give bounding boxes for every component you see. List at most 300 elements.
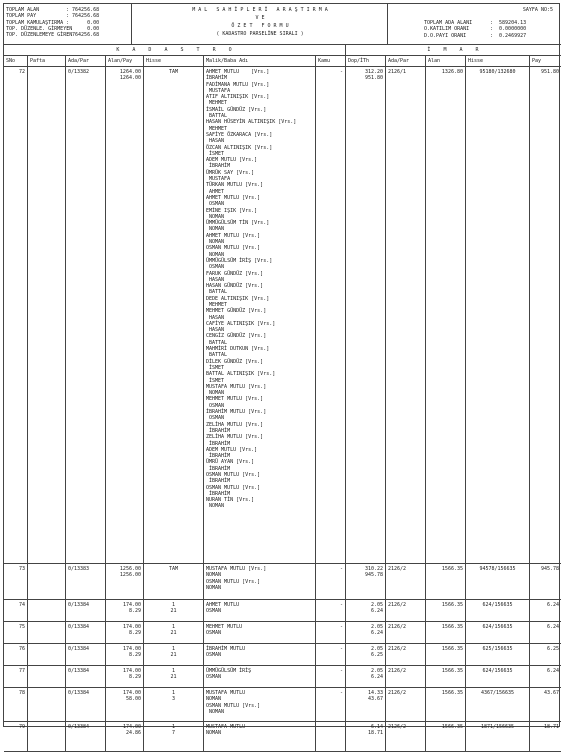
cell-line: MUSTAFA MUTLU [Vrs.] xyxy=(206,383,267,390)
cell-line: NOMAN xyxy=(206,584,222,591)
cell-line: MEHMET xyxy=(206,125,228,132)
cell-line: 951.80 xyxy=(364,75,383,82)
cell-line: MUSTAFA MUTLU xyxy=(206,690,246,696)
cell-alan-pay xyxy=(106,688,144,721)
cell-line: TAM xyxy=(168,566,179,572)
cell-line: 1256.00 xyxy=(119,566,141,572)
column-header-imar-ada: Ada/Par xyxy=(386,56,426,66)
cell-line xyxy=(30,646,63,652)
cell-line: 2126/2 xyxy=(388,668,407,674)
cell-line: 21 xyxy=(170,608,177,615)
section-imar: İ M A R xyxy=(346,45,561,56)
cell-line: İSMET xyxy=(206,364,225,371)
cell-line: NOMAN xyxy=(206,572,222,579)
cell-line: HASAN xyxy=(206,314,225,321)
report-title-line: ( KADASTRO PARSELİNE SIRALI ) xyxy=(216,31,304,37)
report-sheet xyxy=(3,3,560,737)
report-title-line: V E xyxy=(255,15,265,21)
cell-line: 1871/156635 xyxy=(480,724,515,730)
cell-line: OSMAN MUTLU [Vrs.] xyxy=(206,472,261,478)
cell-alan-pay xyxy=(106,666,144,687)
cell-line: EMİNE IŞIK [Vrs.] xyxy=(206,207,258,214)
summary-value: : 589204.13 xyxy=(490,20,527,26)
cell-line: MUSTAFA xyxy=(206,87,231,94)
cell-line: 1 xyxy=(171,668,175,674)
total-label: TOPLAM ALAN xyxy=(6,7,40,13)
cell-line: BATTAL xyxy=(206,339,228,346)
cell-line: MEHMET xyxy=(206,100,228,107)
cell-line: MEHMET MUTLU [Vrs.] xyxy=(206,396,264,403)
cell-line: 0/13384 xyxy=(68,668,90,674)
summary-label: TOPLAM ADA ALANI xyxy=(424,20,473,26)
table-row xyxy=(4,600,561,622)
cell-line: AHMET xyxy=(206,188,225,195)
cell-line xyxy=(30,69,63,75)
cell-pafta xyxy=(28,600,66,621)
total-label: TOP. DÜZENLE. GİRMEYEN xyxy=(6,25,73,32)
cell-line: İBRAHİM MUTLU xyxy=(206,646,246,652)
cell-line: 174.00 xyxy=(122,690,141,696)
cell-line: BATTAL xyxy=(206,352,228,359)
cell-imar-alan xyxy=(426,722,466,751)
cell-hisse xyxy=(144,564,204,599)
cell-alan-pay xyxy=(106,722,144,751)
cell-line: 1 xyxy=(171,624,175,630)
report-title-line: M A L S A H İ P L E R İ A R A Ş T I R M A xyxy=(192,7,328,13)
cell-line: 72 xyxy=(18,69,25,75)
cell-line: 1264.00 xyxy=(119,75,141,82)
cell-imar-ada xyxy=(386,67,426,563)
cell-line: İBRAHİM xyxy=(206,453,231,460)
cell-dop xyxy=(346,564,386,599)
cell-line: NOMAN xyxy=(206,213,225,220)
table-row xyxy=(4,722,561,752)
cell-line: İBRAHİM xyxy=(206,465,231,472)
summary-label: D.O.PAYI ORANI xyxy=(424,32,467,39)
cell-dop xyxy=(346,722,386,751)
cell-line: HASAN HÜSEYİN ALTINIŞIK [Vrs.] xyxy=(206,119,297,126)
report-header xyxy=(4,4,561,45)
cell-imar-ada xyxy=(386,600,426,621)
table-row xyxy=(4,666,561,688)
cell-line: MUSTAFA MUTLU xyxy=(206,724,246,730)
cell-imar-ada xyxy=(386,688,426,721)
cell-imar-hisse xyxy=(466,564,530,599)
cell-hisse xyxy=(144,622,204,643)
cell-line: 174.00 xyxy=(122,646,141,652)
cell-dop xyxy=(346,644,386,665)
cell-line: İBRAHİM xyxy=(206,427,231,434)
cell-ada-par xyxy=(66,644,106,665)
cell-line: 79 xyxy=(18,724,25,730)
cell-line: 945.78 xyxy=(364,572,383,579)
cell-line: OSMAN xyxy=(206,608,222,615)
cell-malik xyxy=(204,722,316,751)
cell-line: 1264.00 xyxy=(119,69,141,75)
cell-line: 1566.35 xyxy=(441,668,463,674)
cell-line: - xyxy=(339,724,343,730)
cell-dop xyxy=(346,600,386,621)
cell-line: 2126/2 xyxy=(388,690,407,696)
cell-ada-par xyxy=(66,666,106,687)
cell-line: OSMAN xyxy=(206,201,225,208)
cell-line: 24.86 xyxy=(125,730,141,737)
table-row xyxy=(4,622,561,644)
cell-line: - xyxy=(339,602,343,608)
cell-line: 43.67 xyxy=(367,696,383,703)
total-value: : 764256.68 xyxy=(66,13,100,20)
cell-line: 1566.35 xyxy=(441,646,463,652)
cell-ada-par xyxy=(66,600,106,621)
cell-ada-par xyxy=(66,688,106,721)
cell-imar-alan xyxy=(426,622,466,643)
cell-line: NOMAN xyxy=(206,226,225,233)
column-header-hisse: Hisse xyxy=(144,56,204,66)
cell-dop xyxy=(346,688,386,721)
cell-sno xyxy=(4,688,28,721)
cell-ada-par xyxy=(66,564,106,599)
cell-pafta xyxy=(28,666,66,687)
cell-line: CAFİYE ALTINIŞIK [Vrs.] xyxy=(206,320,276,327)
cell-line: DEDE ALTINIŞIK [Vrs.] xyxy=(206,295,270,302)
cell-kamu xyxy=(316,622,346,643)
cell-line: OSMAN MUTLU [Vrs.] xyxy=(206,702,261,709)
cell-line: ÜMRÜK SAY [Vrs.] xyxy=(206,169,255,176)
section-kadastro: K A D A S T R O xyxy=(4,45,346,56)
cell-line: 0/13384 xyxy=(68,646,90,652)
cell-line: 8.29 xyxy=(128,652,141,659)
cell-line: 2126/2 xyxy=(388,566,407,572)
cell-line: 6.25 xyxy=(370,652,383,659)
cell-line: 0/13384 xyxy=(68,602,90,608)
cell-imar-pay xyxy=(530,688,561,721)
cell-line: 1566.35 xyxy=(441,602,463,608)
cell-imar-hisse xyxy=(466,666,530,687)
cell-line: OSMAN xyxy=(206,652,222,659)
cell-imar-hisse xyxy=(466,722,530,751)
cell-line: ADEM MUTLU [Vrs.] xyxy=(206,446,258,453)
cell-line: 624/156635 xyxy=(482,602,513,608)
cell-imar-hisse xyxy=(466,67,530,563)
cell-line: MAHMİRİ DUTKUN [Vrs.] xyxy=(206,346,270,353)
cell-line: ADEM MUTLU [Vrs.] xyxy=(206,157,258,164)
cell-malik xyxy=(204,666,316,687)
cell-alan-pay xyxy=(106,564,144,599)
cell-line: 21 xyxy=(170,630,177,637)
cell-kamu xyxy=(316,666,346,687)
cell-line: 8.29 xyxy=(128,608,141,615)
cell-hisse xyxy=(144,644,204,665)
column-header-dop: Dop/İTh xyxy=(346,56,386,66)
cell-alan-pay xyxy=(106,600,144,621)
cell-imar-hisse xyxy=(466,688,530,721)
cell-line: 6.24 xyxy=(546,602,559,608)
cell-sno xyxy=(4,722,28,751)
cell-imar-alan xyxy=(426,644,466,665)
cell-line: - xyxy=(339,624,343,630)
cell-kamu xyxy=(316,688,346,721)
cell-imar-ada xyxy=(386,722,426,751)
column-header-imar-pay: Pay xyxy=(532,58,542,64)
cell-sno xyxy=(4,622,28,643)
total-label: TOPLAM KAMULAŞTIRMA xyxy=(6,19,64,26)
summary-panel xyxy=(388,4,559,44)
cell-line: NOMAN xyxy=(206,503,225,510)
cell-line: NURAN TİN [Vrs.] xyxy=(206,497,255,504)
cell-ada-par xyxy=(66,722,106,751)
cell-line: İSMAİL GÜNDÜZ [Vrs.] xyxy=(206,106,267,113)
cell-line: HASAN xyxy=(206,138,225,145)
cell-line: 1 xyxy=(171,690,175,696)
cell-line: 73 xyxy=(18,566,25,572)
cell-imar-pay xyxy=(530,564,561,599)
column-header-pafta: Pafta xyxy=(28,56,66,66)
cell-line: İSMET xyxy=(206,377,225,384)
cell-line: - xyxy=(339,690,343,696)
total-label: TOPLAM PAY xyxy=(6,13,37,20)
total-value: : 764256.68 xyxy=(66,32,100,39)
cell-line: 2126/2 xyxy=(388,624,407,630)
cell-line xyxy=(30,602,63,608)
cell-malik xyxy=(204,688,316,721)
cell-alan-pay xyxy=(106,644,144,665)
cell-imar-alan xyxy=(426,666,466,687)
cell-line: BATTAL ALTINIŞIK [Vrs.] xyxy=(206,371,276,378)
cell-dop xyxy=(346,622,386,643)
cell-line: 74 xyxy=(18,602,25,608)
cell-line: 1326.80 xyxy=(441,69,463,75)
cell-hisse xyxy=(144,688,204,721)
column-header-imar-hisse: Hisse xyxy=(466,56,530,66)
cell-line: SAFİYE ÖZKARACA [Vrs.] xyxy=(206,131,273,138)
cell-line: 174.00 xyxy=(122,602,141,608)
cell-line: 6.24 xyxy=(370,608,383,615)
cell-line: HASAN xyxy=(206,276,225,283)
column-header-kamu: Kamu xyxy=(316,56,346,66)
cell-line: 76 xyxy=(18,646,25,652)
cell-line: 1 xyxy=(171,724,175,730)
cell-line: CENGİZ GÜNDÜZ [Vrs.] xyxy=(206,333,267,340)
cell-line: 7 xyxy=(171,730,175,737)
cell-line: 0/13382 xyxy=(68,69,90,75)
cell-sno xyxy=(4,564,28,599)
cell-imar-ada xyxy=(386,622,426,643)
cell-line: İBRAHİM xyxy=(206,75,228,82)
cell-imar-alan xyxy=(426,564,466,599)
cell-imar-ada xyxy=(386,644,426,665)
cell-line xyxy=(30,566,63,572)
cell-line: 8.29 xyxy=(128,630,141,637)
cell-line xyxy=(30,724,63,730)
cell-line: İBRAHİM MUTLU [Vrs.] xyxy=(206,409,267,416)
cell-pafta xyxy=(28,622,66,643)
cell-pafta xyxy=(28,564,66,599)
cell-line: 2126/2 xyxy=(388,602,407,608)
cell-imar-pay xyxy=(530,600,561,621)
cell-line: 174.00 xyxy=(122,724,141,730)
page-number: SAYFA NO:5 xyxy=(522,7,553,13)
cell-kamu xyxy=(316,600,346,621)
cell-line: AHMET MUTLU xyxy=(206,602,240,608)
cell-line: 312.20 xyxy=(364,69,383,75)
cell-sno xyxy=(4,600,28,621)
column-header-sno: SNo xyxy=(4,56,28,66)
cell-line: İBRAHİM xyxy=(206,478,231,485)
cell-line: AHMET MUTLU [Vrs.] xyxy=(206,194,261,201)
cell-line: 6.25 xyxy=(546,646,559,652)
cell-line: ÜMMÜGÜLSÜM İRİŞ xyxy=(206,668,252,674)
cell-line: 43.67 xyxy=(543,690,559,696)
cell-line: 14.33 xyxy=(367,690,383,696)
cell-line: FADİMANA MUTLU [Vrs.] xyxy=(206,81,270,88)
cell-line: 1 xyxy=(171,646,175,652)
cell-line: 1566.35 xyxy=(441,690,463,696)
cell-line: ÜMMÜGÜLSÜM TİN [Vrs.] xyxy=(206,220,270,227)
cell-line: ÖZCAN ALTINIŞIK [Vrs.] xyxy=(206,144,273,151)
cell-line: HASAN xyxy=(206,327,225,334)
cell-hisse xyxy=(144,722,204,751)
cell-imar-alan xyxy=(426,600,466,621)
cell-line: MUSTAFA MUTLU [Vrs.] xyxy=(206,566,267,572)
report-title-line: Ö Z E T F O R M U xyxy=(231,23,289,29)
cell-line: 6.24 xyxy=(370,630,383,637)
cell-imar-hisse xyxy=(466,600,530,621)
cell-imar-alan xyxy=(426,67,466,563)
cell-hisse xyxy=(144,67,204,563)
cell-line: 2.05 xyxy=(370,624,383,630)
cell-line: 3 xyxy=(171,696,175,703)
cell-line: DİLEK GÜNDÜZ [Vrs.] xyxy=(206,358,264,365)
cell-pafta xyxy=(28,644,66,665)
cell-line: 8.29 xyxy=(128,674,141,681)
cell-line: 2126/2 xyxy=(388,724,407,730)
cell-line: MEHMET MUTLU xyxy=(206,624,243,630)
cell-line: İSMET xyxy=(206,150,225,157)
cell-line: OSMAN xyxy=(206,630,222,637)
cell-line: 18.71 xyxy=(367,730,383,737)
cell-pafta xyxy=(28,722,66,751)
cell-line: 2.05 xyxy=(370,668,383,674)
cell-line: OSMAN xyxy=(206,415,225,422)
cell-line: HASAN GÜNDÜZ [Vrs.] xyxy=(206,283,264,290)
cell-line: 0/13384 xyxy=(68,690,90,696)
cell-line: 174.00 xyxy=(122,624,141,630)
cell-hisse xyxy=(144,600,204,621)
cell-malik xyxy=(204,644,316,665)
column-header-malik: Malik/Baba Adı xyxy=(204,56,316,66)
cell-line: ATIF ALTINIŞIK [Vrs.] xyxy=(206,94,270,101)
cell-line: OSMAN MUTLU [Vrs.] xyxy=(206,245,261,252)
cell-line: İBRAHİM xyxy=(206,163,231,170)
cell-imar-pay xyxy=(530,666,561,687)
summary-label: O.KATILIM ORANI xyxy=(424,26,470,33)
table-row xyxy=(4,688,561,722)
cell-ada-par xyxy=(66,622,106,643)
cell-line: TAM xyxy=(168,69,179,75)
cell-line: 2.05 xyxy=(370,602,383,608)
cell-line: 75 xyxy=(18,624,25,630)
cell-line: 2126/1 xyxy=(388,69,407,75)
cell-line: 174.00 xyxy=(122,668,141,674)
cell-malik xyxy=(204,600,316,621)
cell-line: 95180/132680 xyxy=(479,69,516,75)
column-header-alan-pay: Alan/Pay xyxy=(106,56,144,66)
cell-line: - xyxy=(339,69,343,75)
cell-pafta xyxy=(28,688,66,721)
cell-imar-hisse xyxy=(466,644,530,665)
summary-value: : 0.0000000 xyxy=(490,26,527,33)
totals-panel xyxy=(4,4,132,44)
cell-line: FARUK GÜNDÜZ [Vrs.] xyxy=(206,270,264,277)
cell-line: 94578/156635 xyxy=(479,566,516,572)
cell-line: 624/156635 xyxy=(482,624,513,630)
cell-line: 6.14 xyxy=(370,724,383,730)
cell-line: 77 xyxy=(18,668,25,674)
total-label: TOP. DÜZENLEMEYE GİREN xyxy=(6,32,73,39)
cell-line: NOMAN xyxy=(206,239,225,246)
cell-line xyxy=(30,668,63,674)
cell-malik xyxy=(204,564,316,599)
cell-sno xyxy=(4,67,28,563)
cell-line: BATTAL xyxy=(206,289,228,296)
cell-line: 78 xyxy=(18,690,25,696)
cell-line: 6.24 xyxy=(370,674,383,681)
cell-imar-alan xyxy=(426,688,466,721)
cell-line: BATTAL xyxy=(206,113,228,120)
table-row xyxy=(4,644,561,666)
cell-line: OSMAN xyxy=(206,674,222,681)
cell-line: OSMAN xyxy=(206,264,225,271)
cell-dop xyxy=(346,67,386,563)
cell-line: NOMAN xyxy=(206,708,225,715)
cell-line: 0/13384 xyxy=(68,724,90,730)
cell-line: 18.71 xyxy=(543,724,559,730)
cell-line: NOMAN xyxy=(206,696,222,703)
total-value: : 0.00 xyxy=(66,19,100,26)
cell-line: 21 xyxy=(170,674,177,681)
cell-line: 2126/2 xyxy=(388,646,407,652)
column-header-ada-par: Ada/Par xyxy=(66,56,106,66)
cell-imar-pay xyxy=(530,622,561,643)
cell-line: ZELİHA MUTLU [Vrs.] xyxy=(206,434,264,441)
total-value: : 0.00 xyxy=(66,25,100,32)
cell-line: - xyxy=(339,668,343,674)
cell-line: MEHMET GÜNDÜZ [Vrs.] xyxy=(206,308,267,315)
title-panel xyxy=(132,4,388,44)
cell-line: 310.22 xyxy=(364,566,383,572)
cell-line xyxy=(30,690,63,696)
cell-line: 4367/156635 xyxy=(480,690,515,696)
cell-malik xyxy=(204,67,316,563)
cell-line: - xyxy=(339,646,343,652)
cell-malik xyxy=(204,622,316,643)
cell-line: 1566.35 xyxy=(441,724,463,730)
cell-line: 6.24 xyxy=(546,624,559,630)
summary-value: : 0.2469927 xyxy=(490,32,527,39)
cell-line: 945.78 xyxy=(540,566,559,572)
cell-imar-hisse xyxy=(466,622,530,643)
cell-line: NOMAN xyxy=(206,390,225,397)
table-row xyxy=(4,564,561,600)
cell-line: 625/156635 xyxy=(482,646,513,652)
cell-line: 1566.35 xyxy=(441,624,463,630)
cell-line xyxy=(30,624,63,630)
cell-imar-ada xyxy=(386,564,426,599)
cell-line: İBRAHİM xyxy=(206,490,231,497)
total-value: : 764256.68 xyxy=(66,7,100,13)
cell-pafta xyxy=(28,67,66,563)
cell-alan-pay xyxy=(106,622,144,643)
